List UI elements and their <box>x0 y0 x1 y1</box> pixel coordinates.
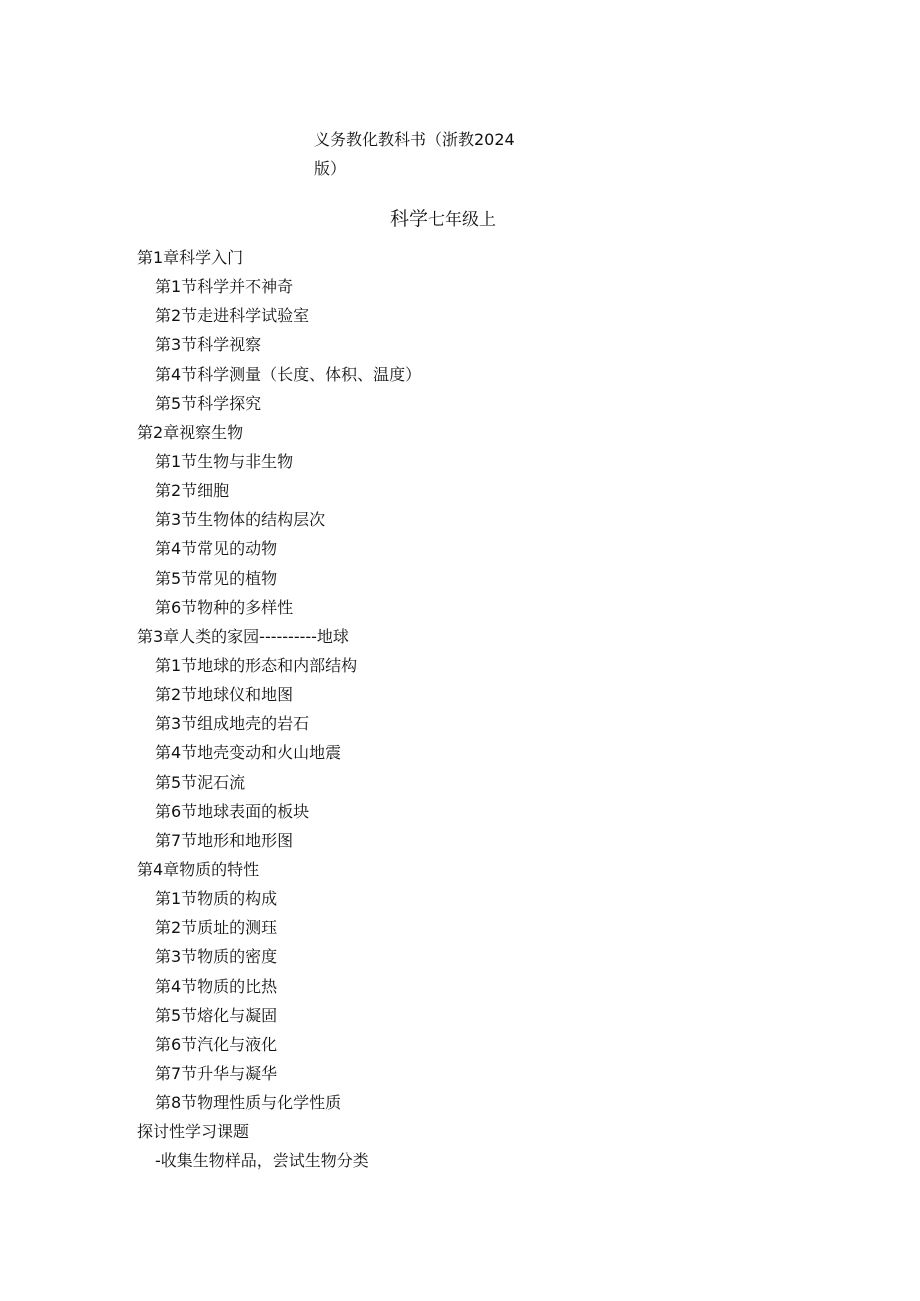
table-of-contents <box>137 243 837 1176</box>
toc-section: 第6节汽化与液化 <box>155 1034 278 1054</box>
header-line-1: 义务教化教科书（浙教2024 <box>314 130 515 149</box>
toc-section: 第7节升华与凝华 <box>155 1063 278 1083</box>
toc-section: 第5节泥石流 <box>155 772 246 792</box>
header-line-2: 版） <box>314 159 347 178</box>
book-title-main: 科学 <box>389 208 428 230</box>
book-title <box>0 204 886 235</box>
toc-section: -收集生物样品，尝试生物分类 <box>155 1151 369 1171</box>
toc-section: 第2节走进科学试验室 <box>155 306 310 326</box>
toc-chapter: 第4章物质的特性 <box>137 859 260 879</box>
toc-section: 第4节科学测量（长度、体积、温度） <box>155 364 422 384</box>
toc-section: 第3节物质的密度 <box>155 947 278 967</box>
toc-section: 第2节质址的测珏 <box>155 918 278 938</box>
toc-section: 第4节物质的比热 <box>155 976 278 996</box>
toc-section: 第1节生物与非生物 <box>155 451 294 471</box>
toc-section: 第2节细胞 <box>155 481 230 501</box>
toc-section: 第3节科学视察 <box>155 335 262 355</box>
toc-chapter: 探讨性学习课题 <box>137 1122 250 1142</box>
toc-section: 第5节常见的植物 <box>155 568 278 588</box>
toc-section: 第1节物质的构成 <box>155 889 278 909</box>
toc-chapter: 第1章科学入门 <box>137 248 244 267</box>
toc-section: 第8节物理性质与化学性质 <box>155 1093 342 1113</box>
toc-section: 第5节科学探究 <box>155 393 262 413</box>
toc-section: 第7节地形和地形图 <box>155 830 294 850</box>
toc-section: 第2节地球仪和地图 <box>155 685 294 705</box>
toc-section: 第1节地球的形态和内部结构 <box>155 655 358 675</box>
book-series-header <box>314 125 544 183</box>
toc-section: 第1节科学并不神奇 <box>155 277 294 297</box>
toc-section: 第6节地球表面的板块 <box>155 801 310 821</box>
toc-section: 第5节熔化与凝固 <box>155 1005 278 1025</box>
toc-chapter: 第3章人类的家园----------地球 <box>137 626 349 646</box>
toc-section: 第3节组成地壳的岩石 <box>155 714 310 734</box>
toc-chapter: 第2章视察生物 <box>137 422 244 442</box>
toc-section: 第4节地壳变动和火山地震 <box>155 743 342 763</box>
toc-section: 第3节生物体的结构层次 <box>155 510 326 530</box>
toc-section: 第4节常见的动物 <box>155 539 278 559</box>
book-title-grade: 七年级上 <box>428 210 496 230</box>
toc-section: 第6节物种的多样性 <box>155 597 294 617</box>
